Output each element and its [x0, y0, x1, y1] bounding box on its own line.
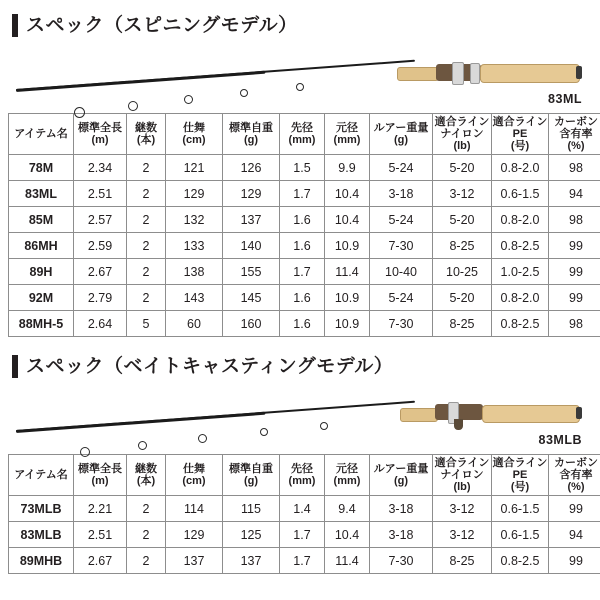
cell-carbon: 98 [549, 311, 600, 337]
table-row [9, 259, 600, 285]
cell-length: 2.67 [74, 259, 127, 285]
table-row [9, 233, 600, 259]
cell-lure-weight: 5-24 [370, 155, 433, 181]
cell-line-nylon: 3-12 [433, 181, 492, 207]
grip-front-bait [400, 408, 438, 422]
cell-line-nylon: 3-12 [433, 522, 492, 548]
cell-collapsed: 121 [166, 155, 223, 181]
col-line-pe: 適合ラインPE (号) [492, 455, 549, 496]
cell-weight: 125 [223, 522, 280, 548]
cell-collapsed: 129 [166, 522, 223, 548]
cell-collapsed: 60 [166, 311, 223, 337]
cell-weight: 137 [223, 548, 280, 574]
table-header-row [9, 455, 600, 496]
reel-seat-ring-2 [470, 63, 480, 84]
cell-line-nylon: 8-25 [433, 311, 492, 337]
cell-item-name: 89H [9, 259, 74, 285]
cell-length: 2.67 [74, 548, 127, 574]
cell-pieces: 2 [127, 155, 166, 181]
col-line-nylon: 適合ラインナイロン (lb) [433, 455, 492, 496]
table-row [9, 155, 600, 181]
cell-weight: 126 [223, 155, 280, 181]
grip-rear-bait [482, 405, 580, 423]
cell-line-nylon: 10-25 [433, 259, 492, 285]
col-length: 標準全長 (m) [74, 114, 127, 155]
cell-item-name: 83MLB [9, 522, 74, 548]
cell-carbon: 99 [549, 285, 600, 311]
cell-tip-diameter: 1.6 [280, 233, 325, 259]
cell-collapsed: 137 [166, 548, 223, 574]
cell-line-nylon: 5-20 [433, 207, 492, 233]
table-row [9, 181, 600, 207]
cell-carbon: 94 [549, 181, 600, 207]
col-weight: 標準自重 (g) [223, 455, 280, 496]
guide-icon-5 [296, 83, 304, 91]
cell-butt-diameter: 11.4 [325, 259, 370, 285]
cell-lure-weight: 10-40 [370, 259, 433, 285]
cell-item-name: 85M [9, 207, 74, 233]
trigger-grip [454, 419, 463, 430]
cell-butt-diameter: 11.4 [325, 548, 370, 574]
reel-seat-bait [435, 404, 483, 420]
table-row [9, 522, 600, 548]
cell-pieces: 2 [127, 522, 166, 548]
guide-icon-3 [184, 95, 193, 104]
cell-weight: 137 [223, 207, 280, 233]
guide-icon-2 [128, 101, 138, 111]
guide-icon-4 [240, 89, 248, 97]
cell-item-name: 86MH [9, 233, 74, 259]
col-carbon: カーボン含有率 (%) [549, 114, 600, 155]
cell-weight: 160 [223, 311, 280, 337]
cell-tip-diameter: 1.6 [280, 311, 325, 337]
cell-weight: 129 [223, 181, 280, 207]
cell-tip-diameter: 1.7 [280, 181, 325, 207]
cell-line-pe: 0.8-2.5 [492, 233, 549, 259]
cell-line-pe: 0.8-2.0 [492, 285, 549, 311]
cell-lure-weight: 5-24 [370, 285, 433, 311]
grip-rear [480, 64, 580, 83]
cell-item-name: 89MHB [9, 548, 74, 574]
cell-butt-diameter: 10.9 [325, 285, 370, 311]
cell-lure-weight: 3-18 [370, 496, 433, 522]
cell-pieces: 2 [127, 285, 166, 311]
cell-weight: 145 [223, 285, 280, 311]
cell-pieces: 2 [127, 207, 166, 233]
section-title-baitcasting: スペック（ベイトキャスティングモデル） [26, 356, 394, 377]
cell-line-pe: 0.6-1.5 [492, 522, 549, 548]
cell-line-pe: 0.6-1.5 [492, 181, 549, 207]
section-accent-bar [12, 14, 18, 37]
section-header-spinning [12, 14, 592, 37]
cell-tip-diameter: 1.4 [280, 496, 325, 522]
cell-collapsed: 133 [166, 233, 223, 259]
table-row [9, 311, 600, 337]
cell-pieces: 2 [127, 548, 166, 574]
cell-pieces: 2 [127, 233, 166, 259]
rod-model-label-spinning: 83ML [548, 92, 582, 106]
cell-collapsed: 138 [166, 259, 223, 285]
col-tip-diameter: 先径 (mm) [280, 114, 325, 155]
cell-length: 2.79 [74, 285, 127, 311]
guide-icon-1 [74, 107, 85, 118]
col-butt-diameter: 元径 (mm) [325, 114, 370, 155]
cell-line-pe: 1.0-2.5 [492, 259, 549, 285]
guide-icon-5 [320, 422, 328, 430]
cell-line-pe: 0.8-2.0 [492, 207, 549, 233]
grip-front [397, 67, 439, 81]
guide-icon-1 [80, 447, 90, 457]
butt-cap [576, 66, 582, 79]
col-tip-diameter: 先径 (mm) [280, 455, 325, 496]
cell-item-name: 83ML [9, 181, 74, 207]
cell-line-nylon: 5-20 [433, 155, 492, 181]
col-collapsed: 仕舞 (cm) [166, 114, 223, 155]
cell-length: 2.34 [74, 155, 127, 181]
section-spacer [8, 337, 592, 351]
cell-tip-diameter: 1.7 [280, 259, 325, 285]
section-header-baitcasting [12, 355, 592, 378]
cell-tip-diameter: 1.7 [280, 522, 325, 548]
section-accent-bar-2 [12, 355, 18, 378]
table-row [9, 207, 600, 233]
cell-line-nylon: 8-25 [433, 233, 492, 259]
cell-butt-diameter: 10.9 [325, 233, 370, 259]
cell-butt-diameter: 9.4 [325, 496, 370, 522]
col-line-nylon: 適合ラインナイロン (lb) [433, 114, 492, 155]
cell-tip-diameter: 1.7 [280, 548, 325, 574]
cell-length: 2.21 [74, 496, 127, 522]
cell-collapsed: 114 [166, 496, 223, 522]
cell-carbon: 94 [549, 522, 600, 548]
cell-lure-weight: 3-18 [370, 181, 433, 207]
rod-model-label-baitcasting: 83MLB [538, 433, 582, 447]
cell-butt-diameter: 9.9 [325, 155, 370, 181]
cell-lure-weight: 7-30 [370, 233, 433, 259]
cell-item-name: 73MLB [9, 496, 74, 522]
cell-pieces: 2 [127, 259, 166, 285]
cell-item-name: 92M [9, 285, 74, 311]
cell-lure-weight: 7-30 [370, 548, 433, 574]
cell-butt-diameter: 10.9 [325, 311, 370, 337]
rod-blank-thick-bait [16, 412, 266, 433]
col-butt-diameter: 元径 (mm) [325, 455, 370, 496]
cell-item-name: 78M [9, 155, 74, 181]
reel-seat-ring [452, 62, 464, 85]
section-title-spinning: スペック（スピニングモデル） [26, 15, 298, 36]
cell-pieces: 5 [127, 311, 166, 337]
col-lure-weight: ルアー重量 (g) [370, 455, 433, 496]
cell-carbon: 99 [549, 496, 600, 522]
col-pieces: 継数 (本) [127, 114, 166, 155]
cell-collapsed: 143 [166, 285, 223, 311]
table-header-row [9, 114, 600, 155]
col-carbon: カーボン含有率 (%) [549, 455, 600, 496]
col-length: 標準全長 (m) [74, 455, 127, 496]
table-row [9, 496, 600, 522]
col-line-pe: 適合ラインPE (号) [492, 114, 549, 155]
spec-table-spinning [8, 113, 600, 337]
col-item-name: アイテム名 [9, 114, 74, 155]
cell-line-pe: 0.8-2.0 [492, 155, 549, 181]
cell-carbon: 99 [549, 259, 600, 285]
col-pieces: 継数 (本) [127, 455, 166, 496]
cell-lure-weight: 5-24 [370, 207, 433, 233]
cell-length: 2.59 [74, 233, 127, 259]
cell-pieces: 2 [127, 181, 166, 207]
table-row [9, 285, 600, 311]
cell-line-nylon: 3-12 [433, 496, 492, 522]
col-item-name: アイテム名 [9, 455, 74, 496]
guide-icon-3 [198, 434, 207, 443]
table-row [9, 548, 600, 574]
guide-icon-2 [138, 441, 147, 450]
cell-length: 2.51 [74, 181, 127, 207]
cell-tip-diameter: 1.5 [280, 155, 325, 181]
cell-line-pe: 0.8-2.5 [492, 311, 549, 337]
cell-carbon: 99 [549, 548, 600, 574]
col-weight: 標準自重 (g) [223, 114, 280, 155]
cell-line-nylon: 8-25 [433, 548, 492, 574]
cell-weight: 140 [223, 233, 280, 259]
spec-table-baitcasting [8, 454, 600, 574]
cell-lure-weight: 3-18 [370, 522, 433, 548]
cell-pieces: 2 [127, 496, 166, 522]
cell-tip-diameter: 1.6 [280, 285, 325, 311]
cell-weight: 155 [223, 259, 280, 285]
cell-collapsed: 129 [166, 181, 223, 207]
cell-length: 2.57 [74, 207, 127, 233]
cell-carbon: 99 [549, 233, 600, 259]
rod-illustration-baitcasting [8, 384, 592, 446]
guide-icon-4 [260, 428, 268, 436]
cell-butt-diameter: 10.4 [325, 181, 370, 207]
cell-length: 2.51 [74, 522, 127, 548]
cell-line-nylon: 5-20 [433, 285, 492, 311]
rod-blank-thick [16, 71, 266, 92]
cell-butt-diameter: 10.4 [325, 207, 370, 233]
cell-butt-diameter: 10.4 [325, 522, 370, 548]
butt-cap-bait [576, 407, 582, 419]
cell-carbon: 98 [549, 207, 600, 233]
cell-collapsed: 132 [166, 207, 223, 233]
rod-illustration-spinning [8, 43, 592, 105]
cell-lure-weight: 7-30 [370, 311, 433, 337]
cell-tip-diameter: 1.6 [280, 207, 325, 233]
cell-line-pe: 0.8-2.5 [492, 548, 549, 574]
cell-length: 2.64 [74, 311, 127, 337]
col-collapsed: 仕舞 (cm) [166, 455, 223, 496]
cell-line-pe: 0.6-1.5 [492, 496, 549, 522]
col-lure-weight: ルアー重量 (g) [370, 114, 433, 155]
cell-weight: 115 [223, 496, 280, 522]
cell-item-name: 88MH-5 [9, 311, 74, 337]
cell-carbon: 98 [549, 155, 600, 181]
